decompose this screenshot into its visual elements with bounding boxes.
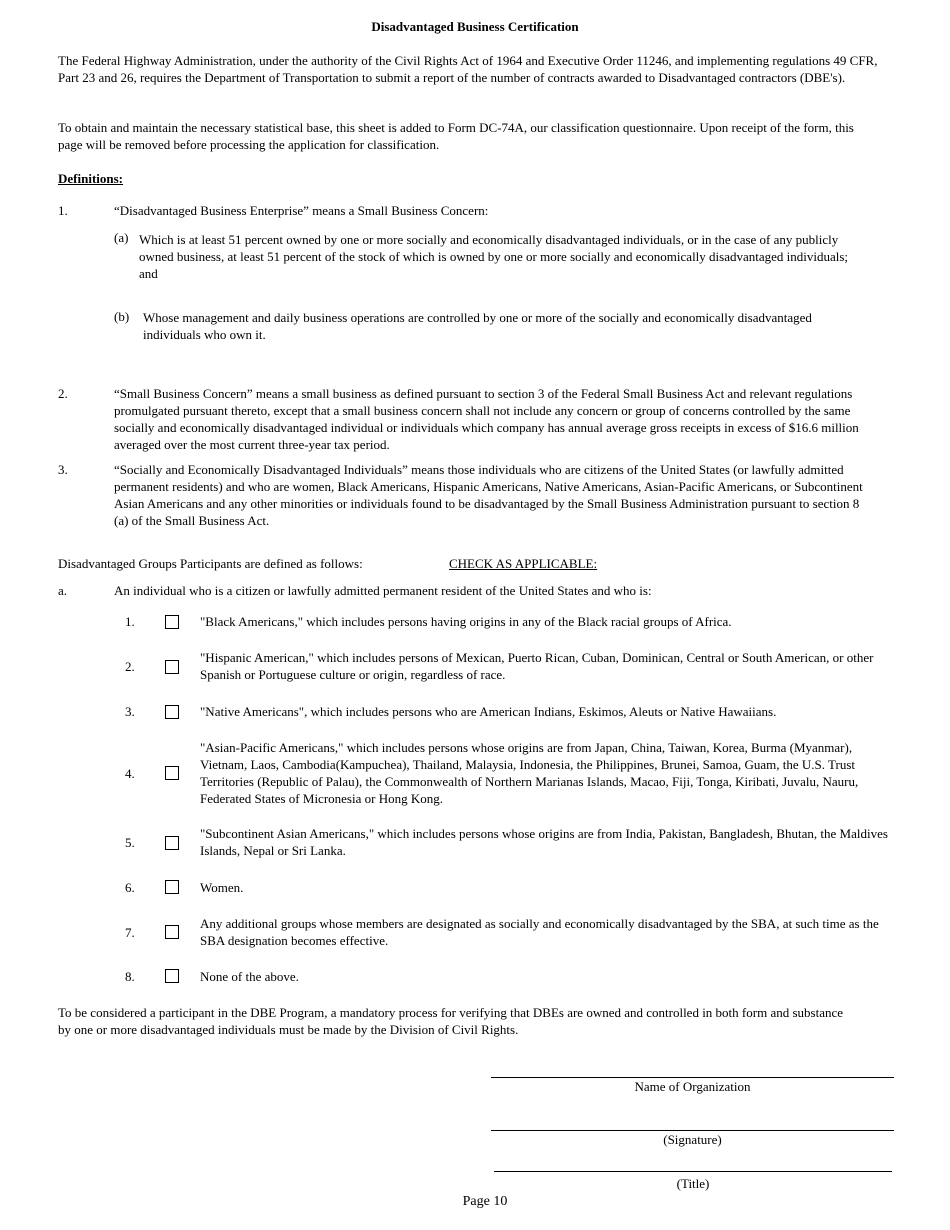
definition-number: 3. bbox=[58, 462, 68, 477]
group-item-text: None of the above. bbox=[200, 969, 299, 984]
subitem-label: (a) bbox=[114, 230, 129, 245]
subitem-label: (b) bbox=[114, 309, 130, 324]
group-checkbox-none-of-the-above[interactable] bbox=[165, 969, 179, 983]
definitions-heading: Definitions: bbox=[58, 171, 123, 186]
group-checkbox-additional-groups[interactable] bbox=[165, 925, 179, 939]
check-as-applicable-heading: CHECK AS APPLICABLE: bbox=[449, 556, 598, 571]
title-line[interactable] bbox=[494, 1171, 892, 1172]
definition-text: “Disadvantaged Business Enterprise” means a Small Business Concern: bbox=[114, 203, 489, 218]
group-checkbox-women[interactable] bbox=[165, 880, 179, 894]
definition-text: “Socially and Economically Disadvantaged Individuals” means those individuals who are citizens of the United States (or lawfully admitted permanent residents) and who are women, Black Americans, Hispanic Americans, Native Americans, Asian-Pacific Americans, or Subcontinent Asian Americans and any other minorities or individuals found to be disadvantaged by the Small Business Administration pursuant to section 8 (a) of the Small Business Act. bbox=[114, 462, 863, 528]
group-checkbox-native-americans[interactable] bbox=[165, 705, 179, 719]
group-item-number: 2. bbox=[125, 659, 135, 674]
group-item-number: 6. bbox=[125, 880, 135, 895]
title-label: (Title) bbox=[676, 1176, 710, 1191]
group-item-text: Women. bbox=[200, 880, 244, 895]
group-item-text: "Subcontinent Asian Americans," which includes persons whose origins are from India, Pakistan, Bangladesh, Bhutan, the Maldives Islands, Nepal or Sri Lanka. bbox=[200, 826, 888, 858]
group-a-text: An individual who is a citizen or lawfully admitted permanent resident of the United States and who is: bbox=[114, 583, 652, 598]
group-a-label: a. bbox=[58, 583, 68, 598]
signature-label: (Signature) bbox=[663, 1132, 722, 1147]
page-number: Page 10 bbox=[462, 1194, 508, 1209]
group-item-text: Any additional groups whose members are designated as socially and economically disadvantaged by the SBA, at such time as the SBA designation becomes effective. bbox=[200, 916, 879, 948]
intro-paragraph-1: The Federal Highway Administration, under the authority of the Civil Rights Act of 1964 and Executive Order 11246, and implementing regulations 49 CFR, Part 23 and 26, requires the Department of Transportation to submit a report of the number of contracts awarded to Disadvantaged contractors (DBE's). bbox=[58, 53, 878, 85]
group-item-text: "Asian-Pacific Americans," which includes persons whose origins are from Japan, China, Taiwan, Korea, Burma (Myanmar), Vietnam, Laos, Cambodia(Kampuchea), Thailand, Malaysia, Indonesia, the Philippines, Brunei, Samoa, Guam, the U.S. Trust Territories (Republic of Palau), the Commonwealth of Northern Marianas Islands, Macao, Fiji, Tonga, Kiribati, Juvalu, Nauru, Federated States of Micronesia or Hong Kong. bbox=[200, 740, 859, 806]
definition-number: 1. bbox=[58, 203, 68, 218]
group-item-text: "Hispanic American," which includes persons of Mexican, Puerto Rican, Cuban, Dominican, Central or South American, or other Spanish or Portuguese culture or origin, regardless of race. bbox=[200, 650, 874, 682]
group-item-number: 5. bbox=[125, 835, 135, 850]
group-item-number: 7. bbox=[125, 925, 135, 940]
groups-intro: Disadvantaged Groups Participants are defined as follows: bbox=[58, 556, 363, 571]
subitem-text: Whose management and daily business operations are controlled by one or more of the socially and economically disadvantaged individuals who own it. bbox=[143, 310, 812, 342]
group-item-text: "Native Americans", which includes persons who are American Indians, Eskimos, Aleuts or Native Hawaiians. bbox=[200, 704, 777, 719]
organization-label: Name of Organization bbox=[634, 1079, 751, 1094]
group-checkbox-black-americans[interactable] bbox=[165, 615, 179, 629]
group-item-number: 4. bbox=[125, 766, 135, 781]
document-title: Disadvantaged Business Certification bbox=[371, 19, 579, 34]
group-item-number: 8. bbox=[125, 969, 135, 984]
closing-paragraph: To be considered a participant in the DBE Program, a mandatory process for verifying that DBEs are owned and controlled in both form and substance by one or more disadvantaged individuals must be made by the Division of Civil Rights. bbox=[58, 1005, 844, 1037]
definition-text: “Small Business Concern” means a small business as defined pursuant to section 3 of the Federal Small Business Act and relevant regulations promulgated pursuant thereto, except that a small business concern shall not include any concern or group of concerns controlled by the same socially and economically disadvantaged individual or individuals which company has annual average gross receipts in excess of $16.6 million averaged over the most current three-year tax period. bbox=[114, 386, 859, 452]
group-item-number: 1. bbox=[125, 614, 135, 629]
definition-number: 2. bbox=[58, 386, 68, 401]
group-item-number: 3. bbox=[125, 704, 135, 719]
group-item-text: "Black Americans," which includes persons having origins in any of the Black racial groups of Africa. bbox=[200, 614, 732, 629]
group-checkbox-asian-pacific-americans[interactable] bbox=[165, 766, 179, 780]
intro-paragraph-2: To obtain and maintain the necessary statistical base, this sheet is added to Form DC-74A, our classification questionnaire. Upon receipt of the form, this page will be removed before processing the application for classification. bbox=[58, 120, 854, 152]
group-checkbox-subcontinent-asian-americans[interactable] bbox=[165, 836, 179, 850]
group-checkbox-hispanic-american[interactable] bbox=[165, 660, 179, 674]
subitem-text: Which is at least 51 percent owned by one or more socially and economically disadvantaged individuals, or in the case of any publicly owned business, at least 51 percent of the stock of which is owned by one or more socially and economically disadvantaged individuals; and bbox=[139, 232, 849, 281]
